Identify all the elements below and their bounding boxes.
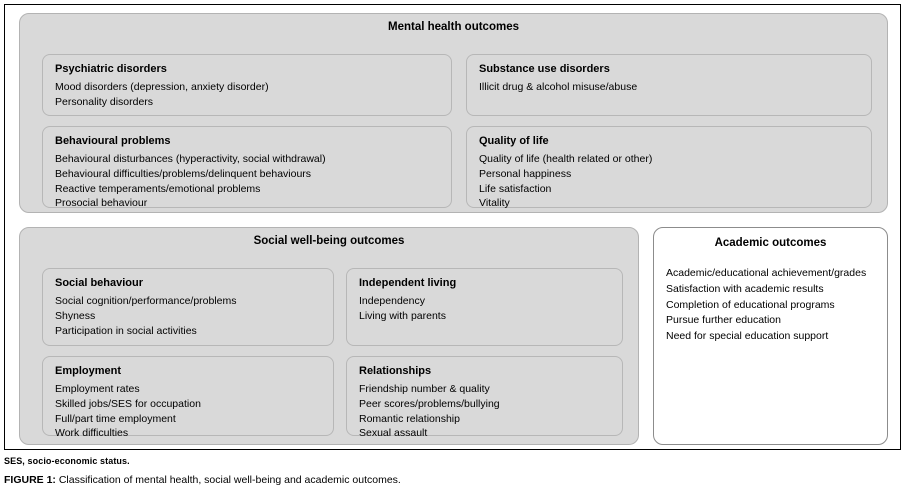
card-heading: Relationships xyxy=(359,365,432,377)
card-substance-use-disorders xyxy=(466,54,872,116)
list-item: Social cognition/performance/problems xyxy=(55,294,237,307)
card-list xyxy=(359,382,612,442)
list-item: Satisfaction with academic results xyxy=(666,282,824,295)
list-item: Need for special education support xyxy=(666,330,829,342)
card-list xyxy=(359,294,612,324)
list-item: Skilled jobs/SES for occupation xyxy=(55,397,201,410)
list-item: Participation in social activities xyxy=(55,324,197,337)
card-heading: Psychiatric disorders xyxy=(55,63,167,75)
card-list xyxy=(55,382,323,442)
academic-list xyxy=(666,266,879,345)
panel-academic-outcomes xyxy=(653,227,888,445)
card-heading: Substance use disorders xyxy=(479,63,610,75)
list-item: Romantic relationship xyxy=(359,412,460,425)
academic-outcomes-list xyxy=(666,266,879,345)
card-heading: Behavioural problems xyxy=(55,135,171,147)
list-item: Independency xyxy=(359,294,425,307)
card-heading: Social behaviour xyxy=(55,277,144,289)
list-item: Illicit drug & alcohol misuse/abuse xyxy=(479,80,638,93)
panel-social-wellbeing-outcomes xyxy=(19,227,639,445)
panel-title-academic: Academic outcomes xyxy=(714,237,827,249)
list-item: Sexual assault xyxy=(359,427,428,440)
panel-mental-health-outcomes xyxy=(19,13,888,213)
list-item: Prosocial behaviour xyxy=(55,197,148,210)
list-item: Full/part time employment xyxy=(55,412,176,425)
list-item: Behavioural disturbances (hyperactivity, social withdrawal) xyxy=(55,152,326,165)
card-list xyxy=(55,80,441,110)
card-heading: Employment xyxy=(55,365,122,377)
card-heading: Quality of life xyxy=(479,135,549,147)
list-item: Reactive temperaments/emotional problems xyxy=(55,182,261,195)
list-item: Personality disorders xyxy=(55,95,154,108)
list-item: Peer scores/problems/bullying xyxy=(359,397,500,410)
card-quality-of-life xyxy=(466,126,872,208)
list-item: Living with parents xyxy=(359,309,446,322)
figure-caption-label: FIGURE 1: xyxy=(4,474,56,486)
list-item: Behavioural difficulties/problems/delinquent behaviours xyxy=(55,167,312,180)
list-item: Shyness xyxy=(55,309,96,322)
list-item: Work difficulties xyxy=(55,427,129,440)
list-item: Quality of life (health related or other) xyxy=(479,152,653,165)
panel-title-social-wellbeing: Social well-being outcomes xyxy=(253,235,405,247)
figure-caption xyxy=(4,474,401,486)
card-behavioural-problems xyxy=(42,126,452,208)
list-item: Completion of educational programs xyxy=(666,298,835,311)
card-list xyxy=(55,152,441,212)
card-psychiatric-disorders xyxy=(42,54,452,116)
card-list xyxy=(479,152,861,212)
list-item: Friendship number & quality xyxy=(359,382,490,395)
card-independent-living xyxy=(346,268,623,346)
card-social-behaviour xyxy=(42,268,334,346)
list-item: Pursue further education xyxy=(666,314,781,327)
list-item: Personal happiness xyxy=(479,167,572,180)
figure-border xyxy=(4,4,901,450)
card-employment xyxy=(42,356,334,440)
card-list xyxy=(479,80,861,95)
list-item: Academic/educational achievement/grades xyxy=(666,267,867,279)
card-relationships xyxy=(346,356,623,440)
figure-caption-text: Classification of mental health, social well-being and academic outcomes. xyxy=(55,474,401,486)
figure-footnote: SES, socio-economic status. xyxy=(4,456,130,466)
list-item: Mood disorders (depression, anxiety disorder) xyxy=(55,80,269,93)
card-list xyxy=(55,294,323,339)
list-item: Life satisfaction xyxy=(479,182,552,195)
card-heading: Independent living xyxy=(359,277,457,289)
list-item: Vitality xyxy=(479,197,510,210)
panel-title-mental-health: Mental health outcomes xyxy=(388,21,519,33)
list-item: Employment rates xyxy=(55,382,140,395)
